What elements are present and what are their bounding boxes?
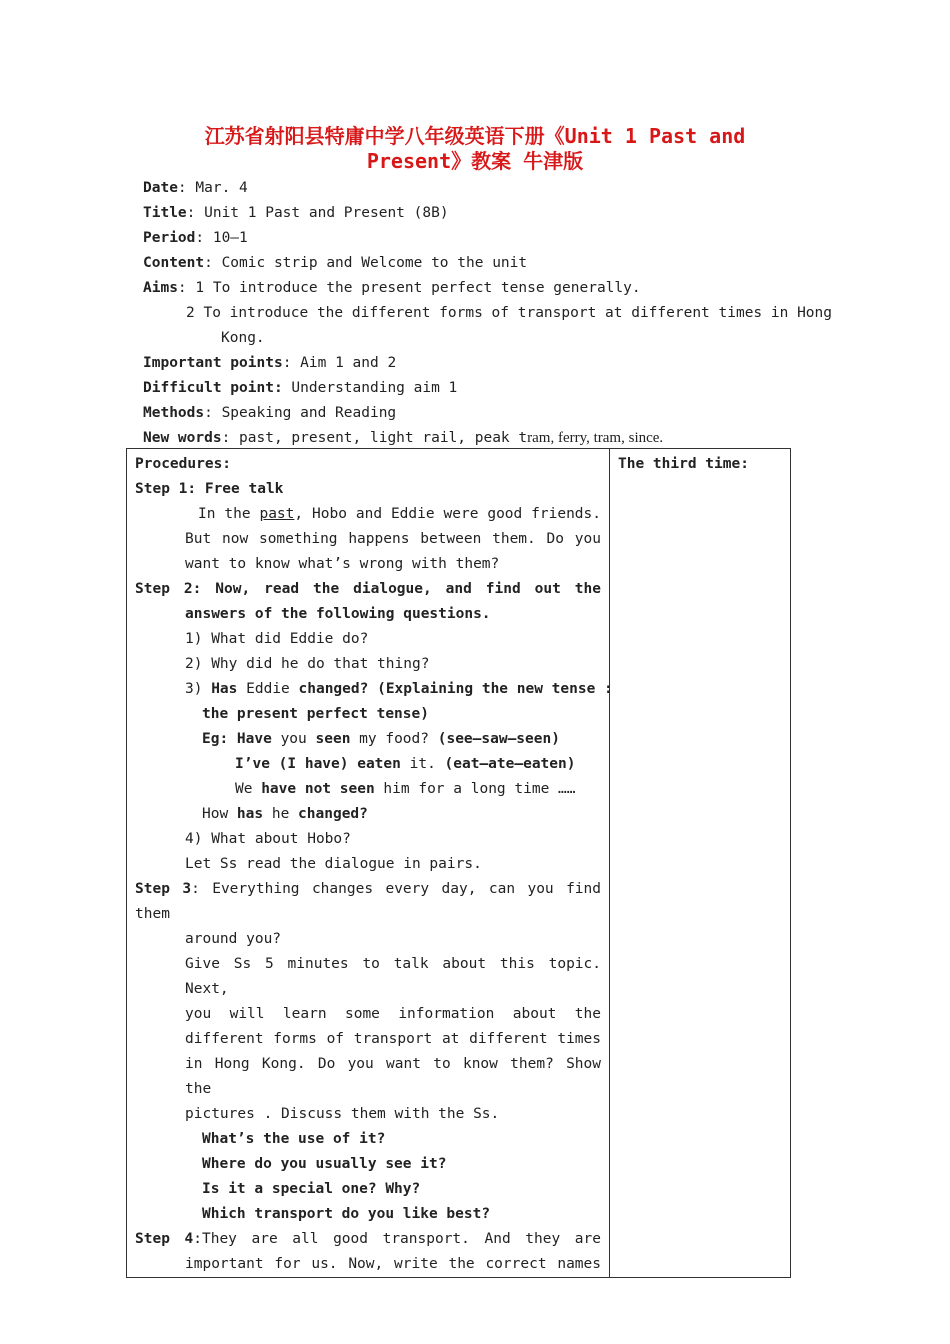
meta-new-words: New words: past, present, light rail, peak tram, ferry, tram, since. [143,430,664,446]
step-3-line-4: you will learn some information about the [185,1006,601,1022]
question-4: 4) What about Hobo? [185,831,351,847]
meta-content: Content: Comic strip and Welcome to the unit [143,255,528,271]
discussion-question-2: Where do you usually see it? [202,1156,447,1172]
step-3-line-1: Step 3: Everything changes every day, can you find them [135,881,601,922]
title-line-1: 江苏省射阳县特庸中学八年级英语下册《Unit 1 Past and [204,124,746,148]
meta-important-points: Important points: Aim 1 and 2 [143,355,397,371]
example-2: I’ve (I have) eaten it. (eat—ate—eaten) [235,756,576,772]
step-3-line-5: different forms of transport at different times [185,1031,601,1047]
meta-aims-2: 2 To introduce the different forms of transport at different times in Hong [186,305,833,321]
meta-difficult-point: Difficult point: Understanding aim 1 [143,380,458,396]
lesson-meta [143,176,833,451]
title-line-2: Present》教案 牛津版 [366,149,584,173]
meta-methods: Methods: Speaking and Reading [143,405,397,421]
how-changed-line: How has he changed? [202,806,368,822]
step-4-line-1: Step 4:They are all good transport. And they are [135,1231,601,1247]
meta-date: Date: Mar. 4 [143,180,248,196]
meta-aims-3: Kong. [221,330,265,346]
question-3: 3) Has Eddie changed? (Explaining the new tense : [185,681,613,697]
step-3-line-3: Give Ss 5 minutes to talk about this topic. Next, [185,956,601,997]
step-2-line-2: answers of the following questions. [185,606,491,622]
procedures-cell [127,449,613,1278]
discussion-question-1: What’s the use of it? [202,1131,386,1147]
meta-aims: Aims: 1 To introduce the present perfect tense generally. [143,280,641,296]
step-3-line-7: pictures . Discuss them with the Ss. [185,1106,500,1122]
meta-title: Title: Unit 1 Past and Present (8B) [143,205,449,221]
step-1-line-1: In the past, Hobo and Eddie were good friends. [198,506,601,522]
discussion-question-3: Is it a special one? Why? [202,1181,421,1197]
question-1: 1) What did Eddie do? [185,631,369,647]
step-1-title: Step 1: Free talk [135,481,284,497]
step-1-line-2: But now something happens between them. Do you [185,531,601,547]
step-4-line-2: important for us. Now, write the correct names [185,1256,601,1272]
question-3-line-2: the present perfect tense) [202,706,429,722]
step-3-line-2: around you? [185,931,282,947]
third-time-label: The third time: [618,456,749,472]
meta-period: Period: 10—1 [143,230,248,246]
step-2-line-1: Step 2: Now, read the dialogue, and find out the [135,581,601,597]
example-1: Eg: Have you seen my food? (see—saw—seen) [202,731,560,747]
step-3-line-6: in Hong Kong. Do you want to know them? Show the [185,1056,601,1097]
pairs-instruction: Let Ss read the dialogue in pairs. [185,856,482,872]
procedures-heading: Procedures: [135,456,232,472]
third-time-cell [610,449,791,1278]
question-2: 2) Why did he do that thing? [185,656,430,672]
procedures-table [126,448,791,1278]
document-title [150,124,800,174]
step-1-line-3: want to know what’s wrong with them? [185,556,500,572]
example-3: We have not seen him for a long time …… [235,781,576,797]
discussion-question-4: Which transport do you like best? [202,1206,491,1222]
